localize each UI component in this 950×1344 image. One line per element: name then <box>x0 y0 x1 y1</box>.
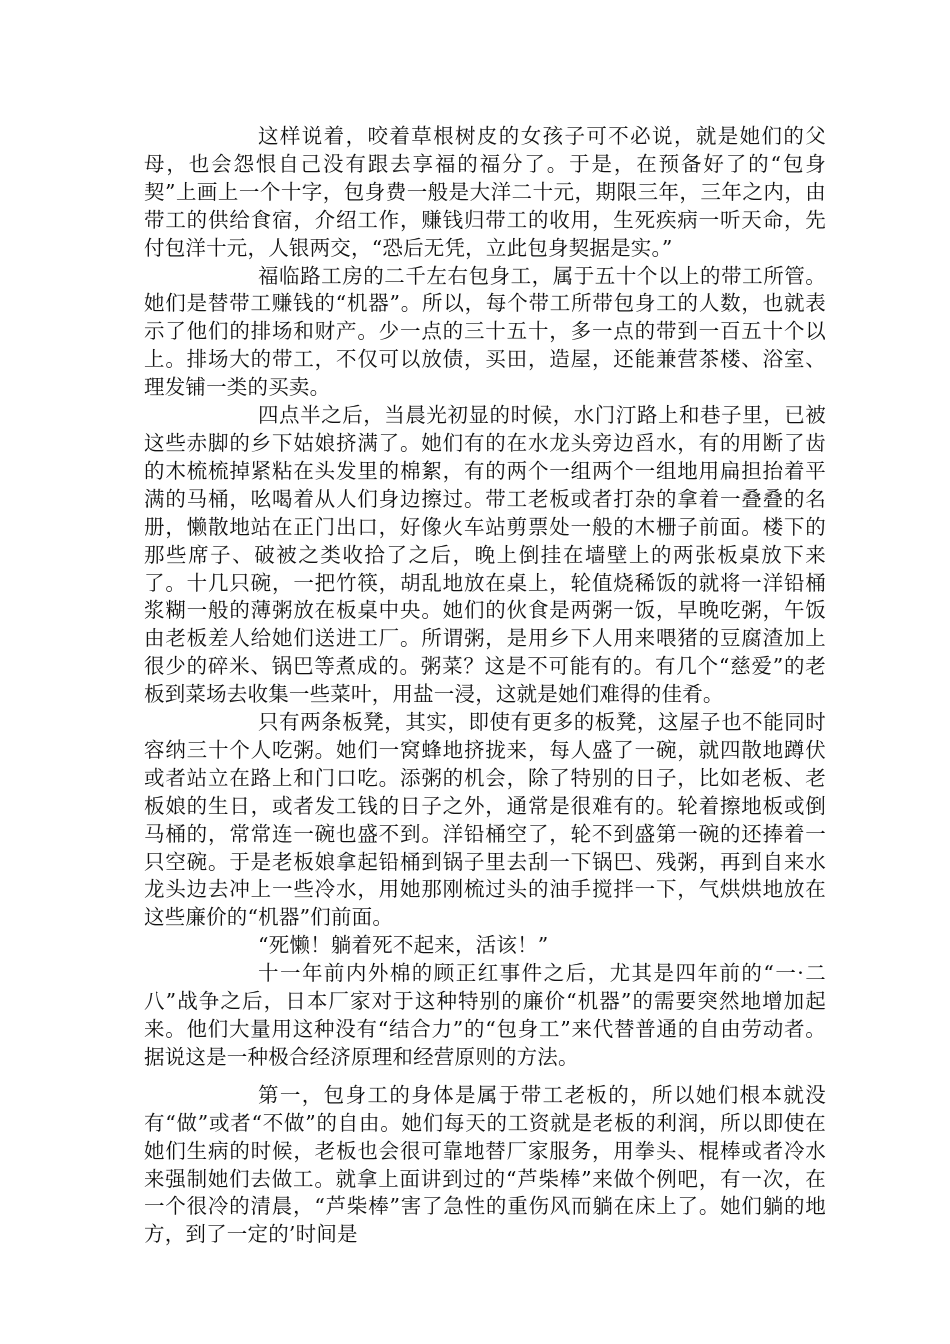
paragraph-labor-bosses: 福临路工房的二千左右包身工，属于五十个以上的带工所管。她们是替带工赚钱的“机器”。所以，每个带工所带包身工的人数，也就表示了他们的排场和财产。少一点的三十五十，多一点的带到一百五十个以上。排场大的带工，不仅可以放债，买田，造屋，还能兼营茶楼、浴室、理发铺一类的买卖。 <box>144 263 826 400</box>
paragraph-porridge: 只有两条板凳，其实，即使有更多的板凳，这屋子也不能同时容纳三十个人吃粥。她们一窝蜂地挤拢来，每人盛了一碗，就四散地蹲伏或者站立在路上和门口吃。添粥的机会，除了特别的日子，比如老板、老板娘的生日，或者发工钱的日子之外，通常是很难有的。轮着擦地板或倒马桶的，常常连一碗也盛不到。洋铅桶空了，轮不到盛第一碗的还捧着一只空碗。于是老板娘拿起铅桶到锅子里去刮一下锅巴、残粥，再到自来水龙头边去冲上一些冷水，用她那刚梳过头的油手搅拌一下，气烘烘地放在这些廉价的“机器”们前面。 <box>144 710 826 930</box>
paragraph-morning-scene: 四点半之后，当晨光初显的时候，水门汀路上和巷子里，已被这些赤脚的乡下姑娘挤满了。她们有的在水龙头旁边舀水，有的用断了齿的木梳梳掉紧粘在头发里的棉絮，有的两个一组两个一组地用扁担抬着平满的马桶，吆喝着从人们身边擦过。带工老板或者打杂的拿着一叠叠的名册，懒散地站在正门出口，好像火车站剪票处一般的木栅子前面。楼下的那些席子、破被之类收拾了之后，晚上倒挂在墙壁上的两张板桌放下来了。十几只碗，一把竹筷，胡乱地放在桌上，轮值烧稀饭的就将一洋铅桶浆糊一般的薄粥放在板桌中央。她们的伙食是两粥一饭，早晚吃粥，午饭由老板差人给她们送进工厂。所谓粥，是用乡下人用来喂猪的豆腐渣加上很少的碎米、锅巴等煮成的。粥菜？这是不可能有的。有几个“慈爱”的老板到菜场去收集一些菜叶，用盐一浸，这就是她们难得的佳肴。 <box>144 403 826 707</box>
paragraph-first-reason: 第一，包身工的身体是属于带工老板的，所以她们根本就没有“做”或者“不做”的自由。她们每天的工资就是老板的利润，所以即使在她们生病的时候，老板也会很可靠地替厂家服务，用拳头、棍棒或者冷水来强制她们去做工。就拿上面讲到过的“芦柴棒”来做个例吧，有一次，在一个很冷的清晨，“芦柴棒”害了急性的重伤风而躺在床上了。她们躺的地方，到了一定的’时间是 <box>144 1082 826 1247</box>
paragraph-quote: “死懒！躺着死不起来，活该！” <box>258 933 549 958</box>
document-body <box>144 123 826 1249</box>
paragraph-contract: 这样说着，咬着草根树皮的女孩子可不必说，就是她们的父母，也会怨恨自己没有跟去享福的福分了。于是，在预备好了的“包身契”上画上一个十字，包身费一般是大洋二十元，期限三年，三年之内，由带工的供给食宿，介绍工作，赚钱归带工的收用，生死疾病一听天命，先付包洋十元，人银两交，“恐后无凭，立此包身契据是实。” <box>144 124 826 260</box>
paragraph-japanese-factories: 十一年前内外棉的顾正红事件之后，尤其是四年前的“一·二八”战争之后，日本厂家对于这种特别的廉价“机器”的需要突然地增加起来。他们大量用这种没有“结合力”的“包身工”来代替普通的自由劳动者。据说这是一种极合经济原理和经营原则的方法。 <box>144 961 826 1069</box>
